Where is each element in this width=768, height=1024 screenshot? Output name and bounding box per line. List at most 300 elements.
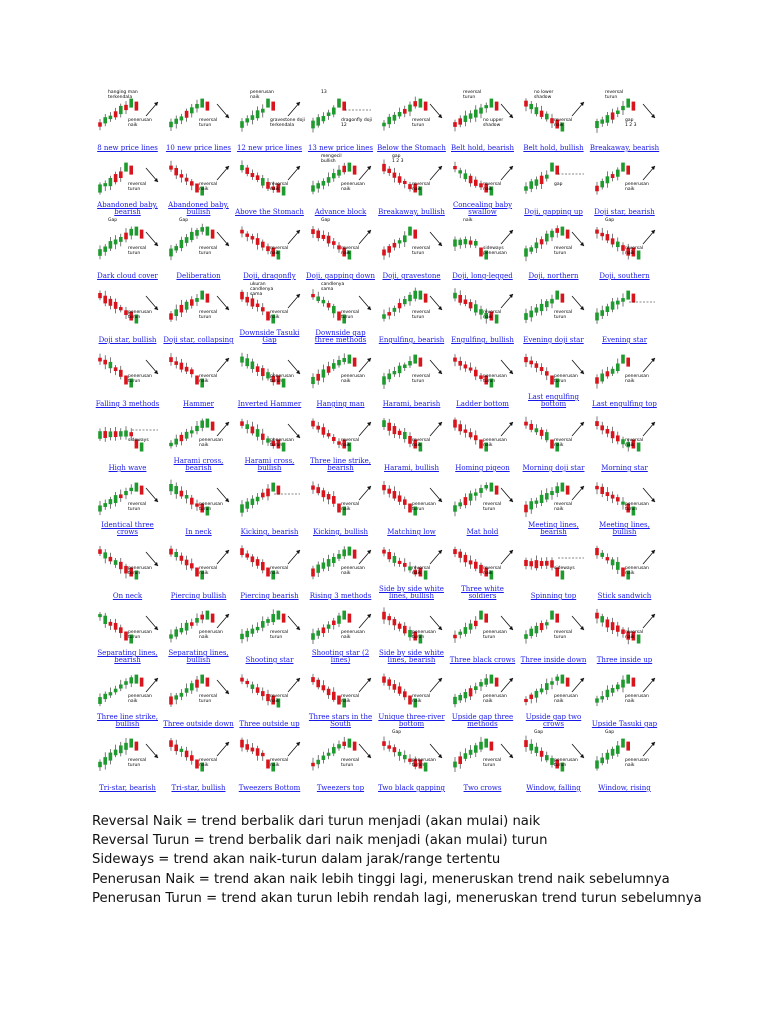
bullish-candle (479, 611, 483, 620)
annotation: gap (625, 118, 634, 123)
pattern-name-link[interactable]: Harami, bullish (384, 464, 439, 472)
annotation: naik (250, 95, 260, 100)
pattern-name-link[interactable]: Below the Stomach (377, 144, 446, 152)
bearish-candle (387, 552, 391, 559)
bearish-candle (114, 367, 118, 371)
bullish-candle (621, 355, 625, 364)
pattern-name-link[interactable]: Tri-star, bearish (99, 784, 156, 792)
pattern-name-link[interactable]: Window, falling (526, 784, 581, 792)
pattern-name-link[interactable]: Tweezers Bottom (238, 784, 301, 792)
bearish-candle (114, 111, 118, 117)
bullish-candle (545, 114, 549, 120)
pattern-name-link[interactable]: Concealing baby swallow (452, 201, 513, 216)
annotation: naik (412, 571, 422, 576)
pattern-identical-three-crows (92, 472, 163, 536)
pattern-three-white-soldiers (447, 536, 518, 600)
bearish-candle (240, 740, 244, 748)
bullish-candle (135, 483, 139, 492)
bearish-candle (114, 431, 118, 437)
bearish-candle (595, 230, 599, 234)
bearish-candle (342, 102, 346, 111)
pattern-evening-star (589, 280, 660, 344)
bullish-candle (129, 229, 133, 236)
bullish-candle (626, 675, 630, 684)
bullish-candle (195, 230, 199, 236)
pattern-name-link[interactable]: Tri-star, bullish (171, 784, 226, 792)
pattern-name-link[interactable]: High wave (108, 464, 147, 472)
bullish-candle (174, 629, 178, 636)
bearish-candle (332, 437, 336, 441)
bearish-candle (566, 678, 570, 687)
pattern-three-outside-up (234, 664, 305, 728)
pattern-name-link[interactable]: Abandoned baby, bullish (168, 201, 229, 216)
pattern-name-link[interactable]: Matching low (387, 528, 436, 536)
pattern-name-link[interactable]: Evening doji star (523, 336, 584, 344)
pattern-name-link[interactable]: Three inside down (520, 656, 587, 664)
bearish-candle (245, 234, 249, 237)
bullish-candle (129, 488, 133, 491)
annotation: naik (463, 218, 473, 223)
pattern-name-link[interactable]: Morning star (601, 464, 648, 472)
bullish-candle (606, 690, 610, 697)
bearish-candle (606, 371, 610, 376)
pattern-name-link[interactable]: Three stars in the South (308, 713, 373, 728)
bearish-candle (316, 231, 320, 239)
annotation: reversal (341, 694, 360, 699)
bullish-candle (174, 119, 178, 124)
bullish-candle (311, 633, 315, 640)
bearish-candle (353, 166, 357, 175)
pattern-name-link[interactable]: Spinning top (530, 592, 577, 600)
annotation: penerusan (412, 502, 436, 507)
pattern-name-link[interactable]: Doji star, collapsing (163, 336, 234, 344)
pattern-name-link[interactable]: Doji, gapping up (524, 208, 583, 216)
pattern-name-link[interactable]: Two crows (463, 784, 502, 792)
bearish-candle (453, 122, 457, 127)
bearish-candle (169, 740, 173, 747)
annotation: reversal (128, 502, 147, 507)
bearish-candle (398, 624, 402, 629)
pattern-name-link[interactable]: Kicking, bearish (240, 528, 299, 536)
bearish-candle (180, 363, 184, 370)
bearish-candle (382, 164, 386, 171)
annotation: reversal (554, 310, 573, 315)
bullish-candle (545, 175, 549, 179)
annotation: naik (270, 699, 280, 704)
annotation: ukuran (250, 282, 266, 287)
bearish-candle (393, 619, 397, 625)
bullish-candle (124, 743, 128, 750)
annotation: naik (341, 187, 351, 192)
pattern-name-link[interactable]: Piercing bearish (240, 592, 299, 600)
bearish-candle (332, 241, 336, 245)
annotation: reversal (199, 310, 218, 315)
annotation: naik (199, 763, 209, 768)
pattern-name-link[interactable]: Ladder bottom (456, 400, 509, 408)
bullish-candle (103, 694, 107, 699)
bearish-candle (403, 563, 407, 567)
bearish-candle (311, 677, 315, 682)
annotation: turun (483, 763, 496, 768)
bearish-candle (261, 753, 265, 756)
pattern-name-link[interactable]: Identical three crows (101, 521, 154, 536)
annotation: gap (392, 154, 401, 159)
bearish-candle (261, 691, 265, 696)
pattern-tri-star-bullish (163, 728, 234, 792)
bullish-candle (180, 116, 184, 120)
pattern-belt-hold-bearish (447, 88, 518, 152)
bullish-candle (382, 123, 386, 127)
bullish-candle (555, 677, 559, 681)
bullish-candle (251, 499, 255, 505)
bullish-candle (190, 683, 194, 690)
bearish-candle (540, 430, 544, 436)
bearish-candle (611, 622, 615, 630)
bullish-candle (616, 363, 620, 371)
bearish-candle (600, 233, 604, 236)
annotation: penerusan (128, 694, 152, 699)
bullish-candle (206, 227, 210, 236)
pattern-name-link[interactable]: Three black crows (449, 656, 516, 664)
bullish-candle (398, 112, 402, 116)
bullish-candle (484, 739, 488, 748)
bullish-candle (606, 753, 610, 760)
pattern-name-link[interactable]: Above the Stomach (235, 208, 304, 216)
pattern-name-link[interactable]: Belt hold, bullish (523, 144, 584, 152)
pattern-name-link[interactable]: Doji, gapping down (306, 272, 375, 280)
bullish-candle (245, 118, 249, 122)
pattern-name-link[interactable]: 12 new price lines (236, 144, 303, 152)
pattern-inverted-hammer (234, 344, 305, 408)
pattern-name-link[interactable]: Unique three-river bottom (378, 713, 445, 728)
bearish-candle (474, 435, 478, 440)
annotation: naik (199, 187, 209, 192)
bullish-candle (185, 302, 189, 310)
bearish-candle (316, 426, 320, 430)
pattern-name-link[interactable]: Three inside up (596, 656, 653, 664)
bullish-candle (337, 99, 341, 108)
bearish-candle (316, 680, 320, 687)
pattern-name-link[interactable]: Doji star, bearish (594, 208, 655, 216)
pattern-name-link[interactable]: Stick sandwich (597, 592, 652, 600)
annotation: shadow (534, 95, 552, 100)
bullish-candle (524, 248, 528, 256)
pattern-name-link[interactable]: Engulfing, bearish (378, 336, 445, 344)
pattern-shooting-star-2-lines (305, 600, 376, 664)
annotation: reversal (412, 246, 431, 251)
bullish-candle (600, 616, 604, 622)
bearish-candle (413, 101, 417, 106)
bearish-candle (611, 238, 615, 244)
pattern-name-link[interactable]: In neck (185, 528, 212, 536)
pattern-name-link[interactable]: Belt hold, bearish (451, 144, 514, 152)
annotation: penerusan (625, 182, 649, 187)
pattern-matching-low (376, 472, 447, 536)
pattern-name-link[interactable]: Three line strike, bearish (310, 457, 371, 472)
bullish-candle (119, 237, 123, 242)
bearish-candle (327, 303, 331, 307)
annotation: penerusan (341, 566, 365, 571)
pattern-name-link[interactable]: Doji, southern (599, 272, 650, 280)
annotation: naik (412, 187, 422, 192)
pattern-harami-bearish (376, 344, 447, 408)
pattern-name-link[interactable]: Advance block (314, 208, 367, 216)
bearish-candle (327, 494, 331, 499)
bullish-candle (109, 692, 113, 695)
annotation: penerusan (270, 438, 294, 443)
bullish-candle (200, 227, 204, 232)
bearish-candle (200, 615, 204, 620)
bearish-candle (458, 361, 462, 366)
pattern-doji-star-bearish (589, 152, 660, 216)
pattern-name-link[interactable]: Last engulfing bottom (528, 393, 579, 408)
pattern-name-link[interactable]: Harami cross, bearish (173, 457, 224, 472)
pattern-name-link[interactable]: Side by side white lines, bullish (379, 585, 444, 600)
annotation: turun (554, 763, 567, 768)
pattern-name-link[interactable]: Shooting star (245, 656, 294, 664)
pattern-name-link[interactable]: Last engulfing top (592, 400, 657, 408)
pattern-name-link[interactable]: Doji, northern (528, 272, 579, 280)
bullish-candle (464, 173, 468, 179)
bullish-candle (479, 682, 483, 686)
bearish-candle (98, 293, 102, 298)
pattern-name-link[interactable]: Breakaway, bearish (589, 144, 660, 152)
pattern-name-link[interactable]: Three outside up (239, 720, 300, 728)
pattern-name-link[interactable]: Dark cloud cover (97, 272, 158, 280)
bearish-candle (256, 748, 260, 756)
pattern-name-link[interactable]: Meeting lines, bullish (599, 521, 650, 536)
bullish-candle (129, 677, 133, 683)
bullish-candle (398, 240, 402, 243)
bearish-candle (424, 294, 428, 303)
bearish-candle (251, 236, 255, 239)
bullish-candle (561, 675, 565, 684)
bullish-candle (129, 739, 133, 748)
pattern-name-link[interactable]: Evening star (601, 336, 648, 344)
annotation: reversal (270, 310, 289, 315)
bearish-candle (458, 295, 462, 303)
pattern-name-link[interactable]: Kicking, bullish (312, 528, 369, 536)
annotation: naik (341, 251, 351, 256)
bullish-candle (561, 227, 565, 236)
bullish-candle (332, 557, 336, 563)
bullish-candle (240, 165, 244, 170)
bullish-candle (200, 99, 204, 108)
pattern-name-link[interactable]: Homing pigeon (455, 464, 510, 472)
bearish-candle (474, 562, 478, 569)
pattern-name-link[interactable]: Three line strike, bullish (97, 713, 158, 728)
annotation: penerusan (341, 630, 365, 635)
bullish-candle (545, 622, 549, 625)
bearish-candle (185, 560, 189, 566)
bullish-candle (621, 163, 625, 172)
pattern-name-link[interactable]: Three white soldiers (461, 585, 504, 600)
pattern-name-link[interactable]: Upside gap two crows (525, 713, 582, 728)
bearish-candle (524, 740, 528, 747)
pattern-name-link[interactable]: Separating lines, bullish (168, 649, 229, 664)
bearish-candle (387, 489, 391, 494)
pattern-name-link[interactable]: Hanging man (316, 400, 365, 408)
pattern-name-link[interactable]: Downside gap three methods (314, 329, 367, 344)
pattern-name-link[interactable]: Two black gapping (378, 784, 445, 792)
pattern-window-rising (589, 728, 660, 792)
annotation: reversal (270, 630, 289, 635)
annotation: reversal (199, 182, 218, 187)
pattern-name-link[interactable]: On neck (112, 592, 143, 600)
annotation: naik (483, 187, 493, 192)
bullish-candle (474, 686, 478, 690)
bearish-candle (595, 421, 599, 426)
pattern-name-link[interactable]: Doji, gravestone (382, 272, 441, 280)
bullish-candle (464, 239, 468, 244)
bearish-candle (495, 102, 499, 111)
annotation: penerusan (625, 374, 649, 379)
bullish-candle (327, 753, 331, 756)
pattern-name-link[interactable]: Deliberation (176, 272, 221, 280)
pattern-name-link[interactable]: Falling 3 methods (95, 400, 160, 408)
bullish-candle (140, 443, 144, 452)
bearish-candle (124, 105, 128, 110)
pattern-name-link[interactable]: Breakaway, bullish (378, 208, 445, 216)
bullish-candle (524, 186, 528, 190)
bullish-candle (616, 170, 620, 177)
annotation: Gap (392, 730, 402, 735)
bullish-candle (98, 184, 102, 192)
annotation: reversal (625, 246, 644, 251)
bearish-candle (185, 751, 189, 758)
pattern-name-link[interactable]: Upside gap three methods (451, 713, 514, 728)
bullish-candle (322, 181, 326, 186)
bearish-candle (387, 679, 391, 685)
bullish-candle (174, 552, 178, 557)
bullish-candle (180, 628, 184, 632)
bearish-candle (327, 433, 331, 436)
pattern-name-link[interactable]: Tweezers top (316, 784, 365, 792)
pattern-name-link[interactable]: Hammer (182, 400, 215, 408)
bullish-candle (595, 121, 599, 128)
bearish-candle (387, 169, 391, 173)
bullish-candle (408, 295, 412, 301)
bearish-candle (327, 236, 331, 244)
bullish-candle (185, 432, 189, 439)
bullish-candle (327, 559, 331, 566)
bearish-candle (256, 238, 260, 245)
pattern-high-wave (92, 408, 163, 472)
pattern-name-link[interactable]: Meeting lines, bearish (528, 521, 579, 536)
bullish-candle (464, 116, 468, 122)
bullish-candle (545, 301, 549, 307)
bullish-candle (398, 366, 402, 373)
pattern-unique-three-river-bottom (376, 664, 447, 728)
annotation: reversal (483, 758, 502, 763)
pattern-name-link[interactable]: Abandoned baby, bearish (97, 201, 158, 216)
bullish-candle (337, 616, 341, 624)
pattern-name-link[interactable]: Shooting star (2 lines) (311, 649, 370, 664)
pattern-name-link[interactable]: Doji, dragonfly (243, 272, 296, 280)
bearish-candle (484, 614, 488, 623)
bearish-candle (632, 678, 636, 687)
bearish-candle (261, 493, 265, 498)
bullish-candle (382, 420, 386, 427)
pattern-name-link[interactable]: Rising 3 methods (309, 592, 372, 600)
bearish-candle (458, 424, 462, 431)
annotation: penerusan (554, 374, 578, 379)
bullish-candle (337, 360, 341, 365)
bullish-candle (474, 241, 478, 246)
pattern-name-link[interactable]: Downside Tasuki Gap (239, 329, 300, 344)
bullish-candle (124, 163, 128, 172)
bearish-candle (469, 432, 473, 437)
pattern-name-link[interactable]: Morning doji star (522, 464, 585, 472)
pattern-name-link[interactable]: Doji star, bullish (98, 336, 157, 344)
annotation: turun (412, 635, 425, 640)
bullish-candle (611, 302, 615, 310)
bullish-candle (119, 745, 123, 753)
pattern-name-link[interactable]: Side by side white lines, bearish (379, 649, 444, 664)
pattern-name-link[interactable]: 8 new price lines (97, 144, 158, 152)
bullish-candle (535, 501, 539, 504)
pattern-name-link[interactable]: Three outside down (163, 720, 234, 728)
annotation: naik (270, 251, 280, 256)
bullish-candle (495, 315, 499, 324)
bullish-candle (135, 227, 139, 236)
bullish-candle (185, 623, 189, 631)
bearish-candle (353, 742, 357, 751)
bearish-candle (109, 622, 113, 626)
annotation: reversal (412, 374, 431, 379)
bullish-candle (103, 246, 107, 251)
bullish-candle (545, 493, 549, 499)
annotation: turun (270, 443, 283, 448)
bearish-candle (240, 421, 244, 426)
pattern-name-link[interactable]: 13 new price lines (307, 144, 374, 152)
pattern-name-link[interactable]: Engulfing, bullish (451, 336, 514, 344)
pattern-name-link[interactable]: Piercing bullish (170, 592, 227, 600)
pattern-name-link[interactable]: Doji, long-legged (452, 272, 513, 280)
bullish-candle (616, 685, 620, 690)
pattern-name-link[interactable]: Inverted Hammer (237, 400, 302, 408)
bullish-candle (327, 625, 331, 629)
annotation: naik (341, 379, 351, 384)
bullish-candle (190, 107, 194, 113)
pattern-name-link[interactable]: Mat hold (466, 528, 499, 536)
pattern-name-link[interactable]: Upside Tasuki gap (591, 720, 658, 728)
pattern-name-link[interactable]: Window, rising (598, 784, 651, 792)
bullish-candle (474, 745, 478, 752)
bearish-candle (245, 168, 249, 174)
pattern-name-link[interactable]: Harami cross, bullish (244, 457, 295, 472)
bullish-candle (408, 105, 412, 112)
annotation: naik (341, 443, 351, 448)
bearish-candle (382, 550, 386, 554)
pattern-name-link[interactable]: Separating lines, bearish (97, 649, 158, 664)
pattern-upside-gap-two-crows (518, 664, 589, 728)
bullish-candle (535, 626, 539, 633)
pattern-name-link[interactable]: Harami, bearish (382, 400, 441, 408)
annotation: turun (412, 379, 425, 384)
bearish-candle (606, 619, 610, 627)
pattern-name-link[interactable]: 10 new price lines (165, 144, 232, 152)
bullish-candle (606, 306, 610, 312)
bullish-candle (469, 624, 473, 630)
bullish-candle (453, 762, 457, 768)
bearish-candle (393, 747, 397, 752)
bullish-candle (616, 562, 620, 570)
bearish-candle (540, 367, 544, 371)
annotation: Gap (321, 218, 331, 223)
bullish-candle (600, 181, 604, 187)
pattern-piercing-bearish (234, 536, 305, 600)
